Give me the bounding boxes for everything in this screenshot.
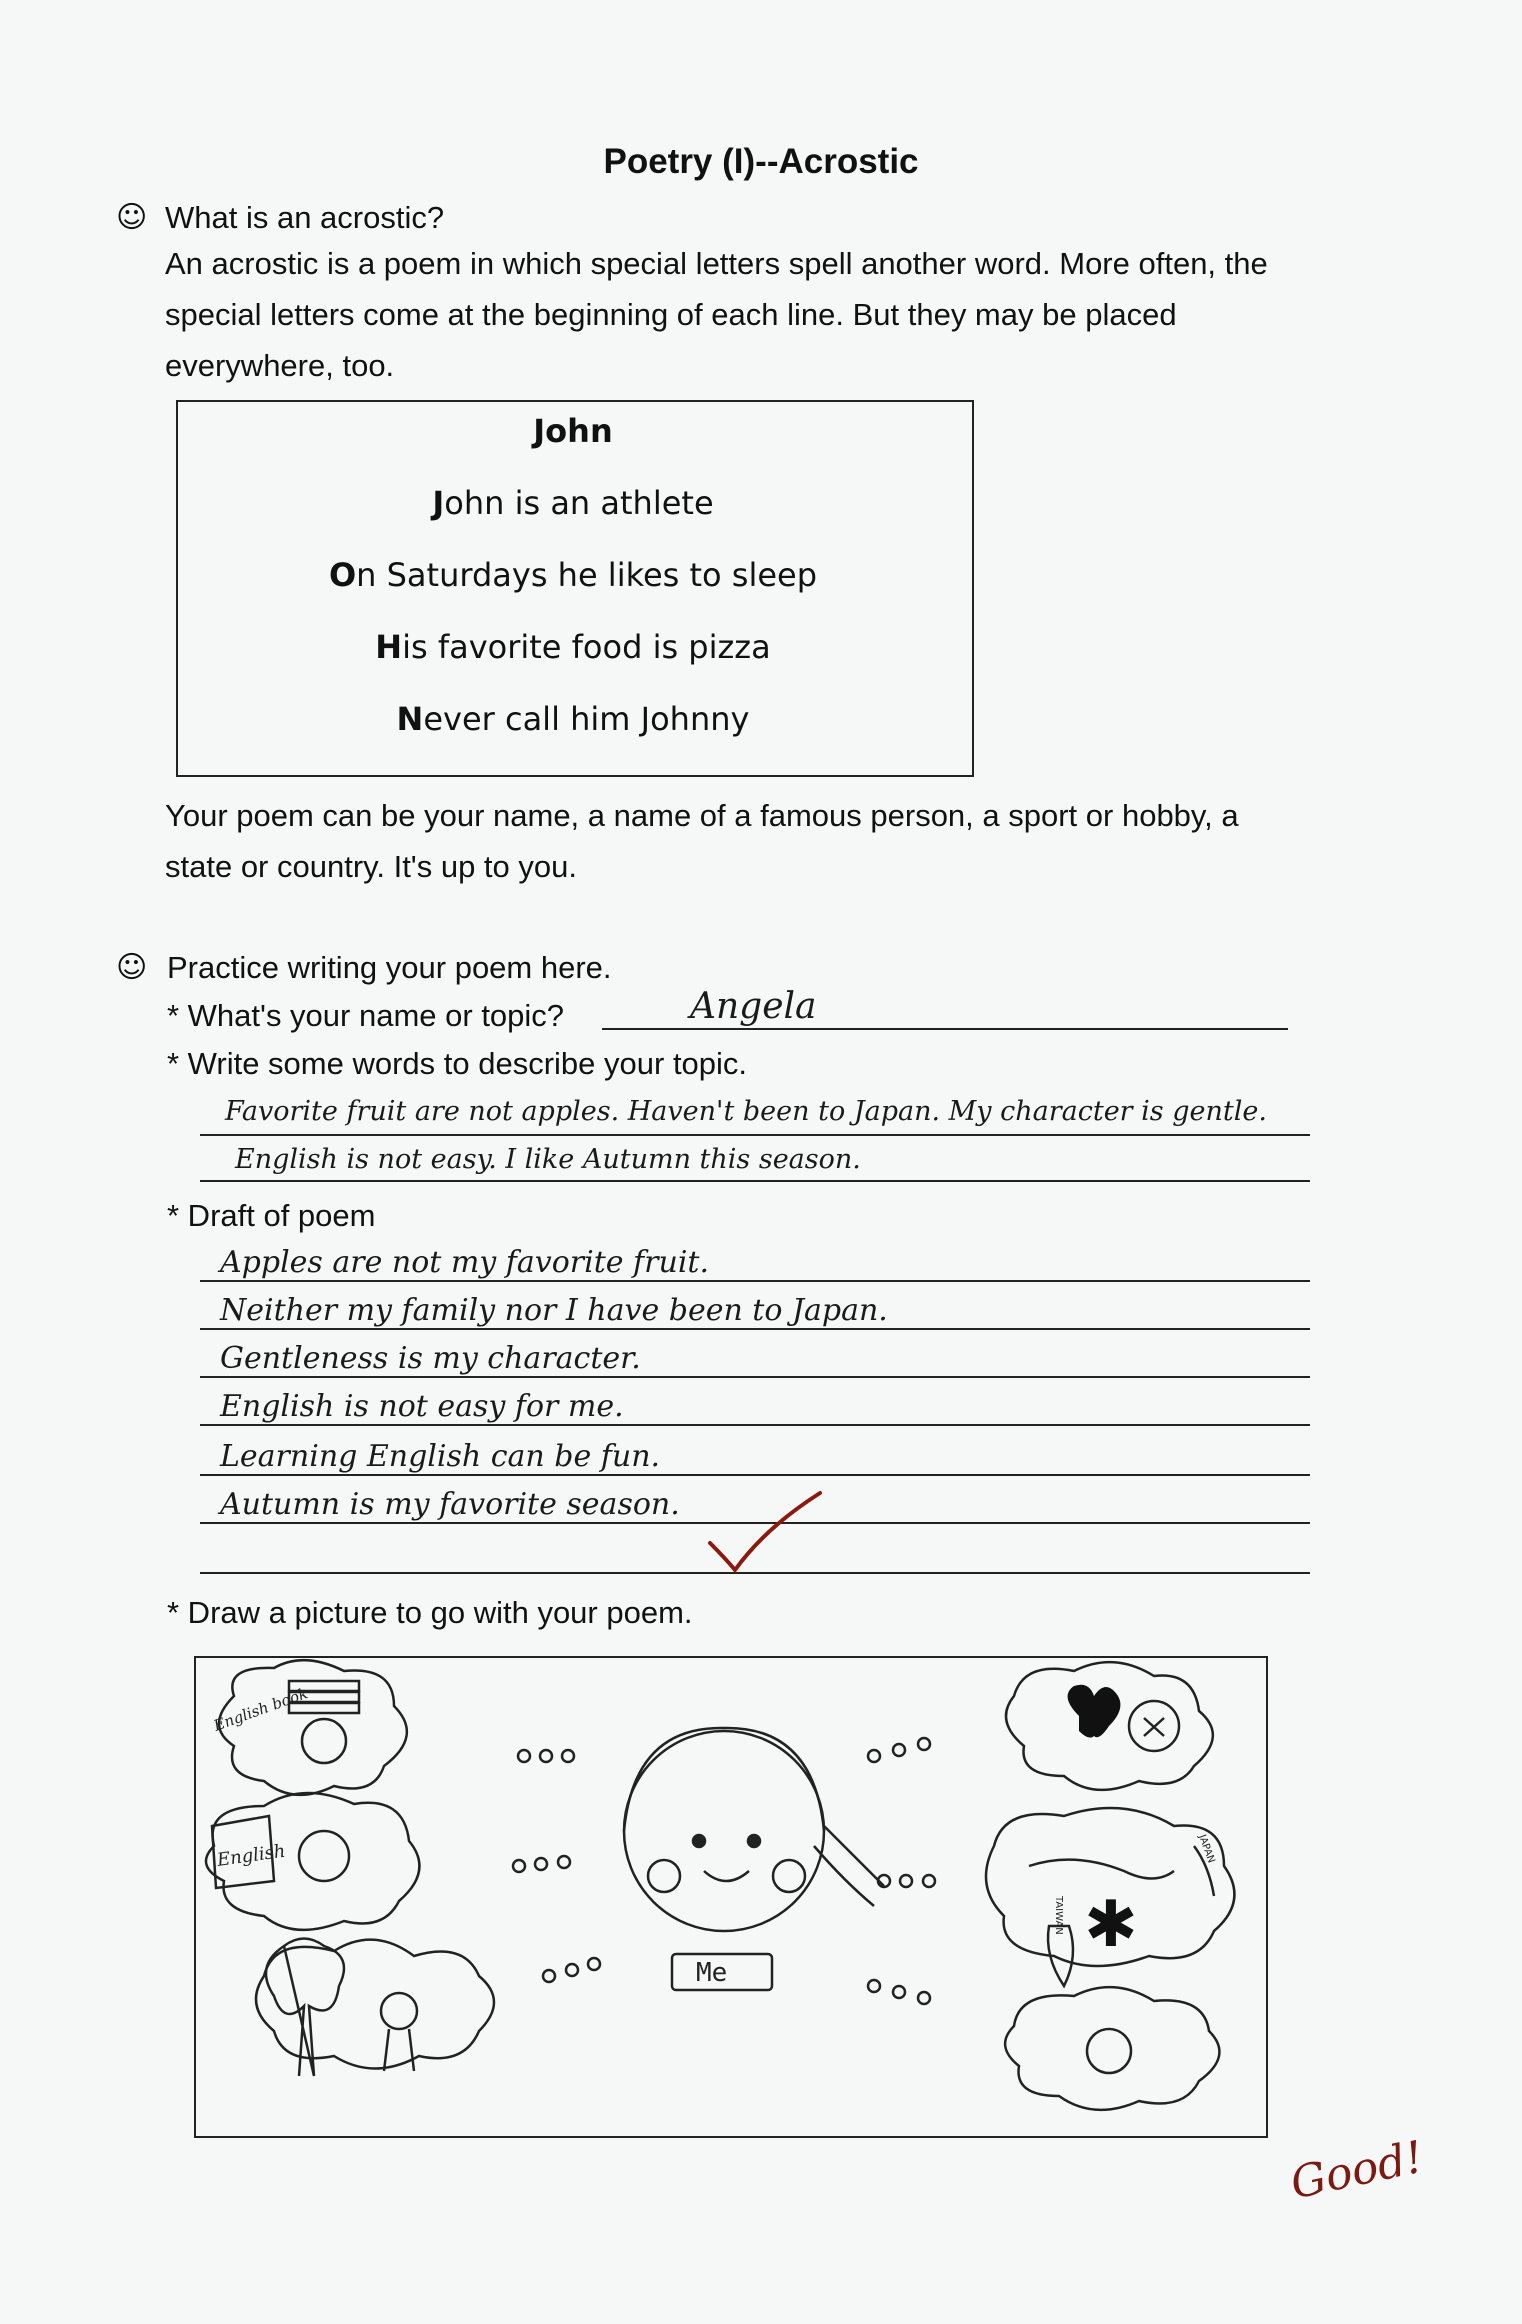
draft-prompt: * Draft of poem — [167, 1198, 376, 1233]
drawing-label-japan: JAPAN — [1196, 1833, 1217, 1865]
section1-paragraph — [165, 238, 1268, 391]
section1-closing — [165, 790, 1239, 892]
draft-line — [200, 1280, 1310, 1282]
drawing-label-taiwan: TAIWAN — [1053, 1896, 1064, 1935]
paragraph-line: An acrostic is a poem in which special letters spell another word. More often, the — [165, 246, 1268, 281]
smiley-icon: ☺ — [116, 950, 148, 985]
describe-prompt: * Write some words to describe your topic. — [167, 1046, 748, 1081]
example-poem-line: His favorite food is pizza — [375, 628, 771, 666]
answer-line — [602, 1028, 1288, 1030]
section2-heading: Practice writing your poem here. — [167, 950, 612, 985]
draft-text: Learning English can be fun. — [220, 1439, 661, 1474]
draw-prompt: * Draw a picture to go with your poem. — [167, 1595, 693, 1630]
section1-question: What is an acrostic? — [165, 200, 445, 235]
topic-answer: Angela — [690, 986, 817, 1027]
draft-text: English is not easy for me. — [220, 1389, 624, 1424]
draft-text: Apples are not my favorite fruit. — [220, 1245, 710, 1280]
page-title: Poetry (I)--Acrostic — [603, 142, 919, 181]
topic-prompt: * What's your name or topic? — [167, 998, 565, 1033]
draft-text: Neither my family nor I have been to Japan. — [220, 1293, 888, 1328]
teacher-comment: Good! — [1286, 2131, 1428, 2210]
example-poem-line: Never call him Johnny — [396, 700, 750, 738]
student-drawing — [194, 1656, 1264, 2134]
draft-line — [200, 1424, 1310, 1426]
paragraph-line: Your poem can be your name, a name of a famous person, a sport or hobby, a — [165, 798, 1239, 833]
draft-line — [200, 1376, 1310, 1378]
check-mark-icon — [705, 1488, 825, 1578]
apple-icon — [1068, 1685, 1121, 1738]
describe-answer: English is not easy. I like Autumn this season. — [235, 1144, 861, 1175]
draft-text: Autumn is my favorite season. — [220, 1487, 680, 1522]
answer-line — [200, 1134, 1310, 1136]
answer-line — [200, 1180, 1310, 1182]
thought-cloud-tree — [256, 1940, 494, 2069]
example-poem-line: On Saturdays he likes to sleep — [328, 556, 818, 594]
example-poem-title: John — [533, 412, 613, 450]
paragraph-line: special letters come at the beginning of each line. But they may be placed — [165, 297, 1177, 332]
thought-cloud-apple — [1006, 1662, 1213, 1790]
thought-cloud-autumn — [1005, 1987, 1219, 2110]
smiley-icon: ☺ — [116, 200, 148, 235]
drawing-label-book: English book — [211, 1684, 311, 1735]
drawing-label-english: English — [215, 1840, 287, 1871]
paragraph-line: state or country. It's up to you. — [165, 849, 577, 884]
paragraph-line: everywhere, too. — [165, 348, 395, 383]
describe-answer: Favorite fruit are not apples. Haven't been to Japan. My character is gentle. — [225, 1096, 1267, 1127]
draft-line — [200, 1328, 1310, 1330]
draft-line — [200, 1474, 1310, 1476]
drawing-label-me: Me — [696, 1958, 728, 1988]
star-icon: ✱ — [1084, 1888, 1138, 1962]
draft-text: Gentleness is my character. — [220, 1341, 641, 1376]
example-poem-line: John is an athlete — [432, 484, 714, 522]
